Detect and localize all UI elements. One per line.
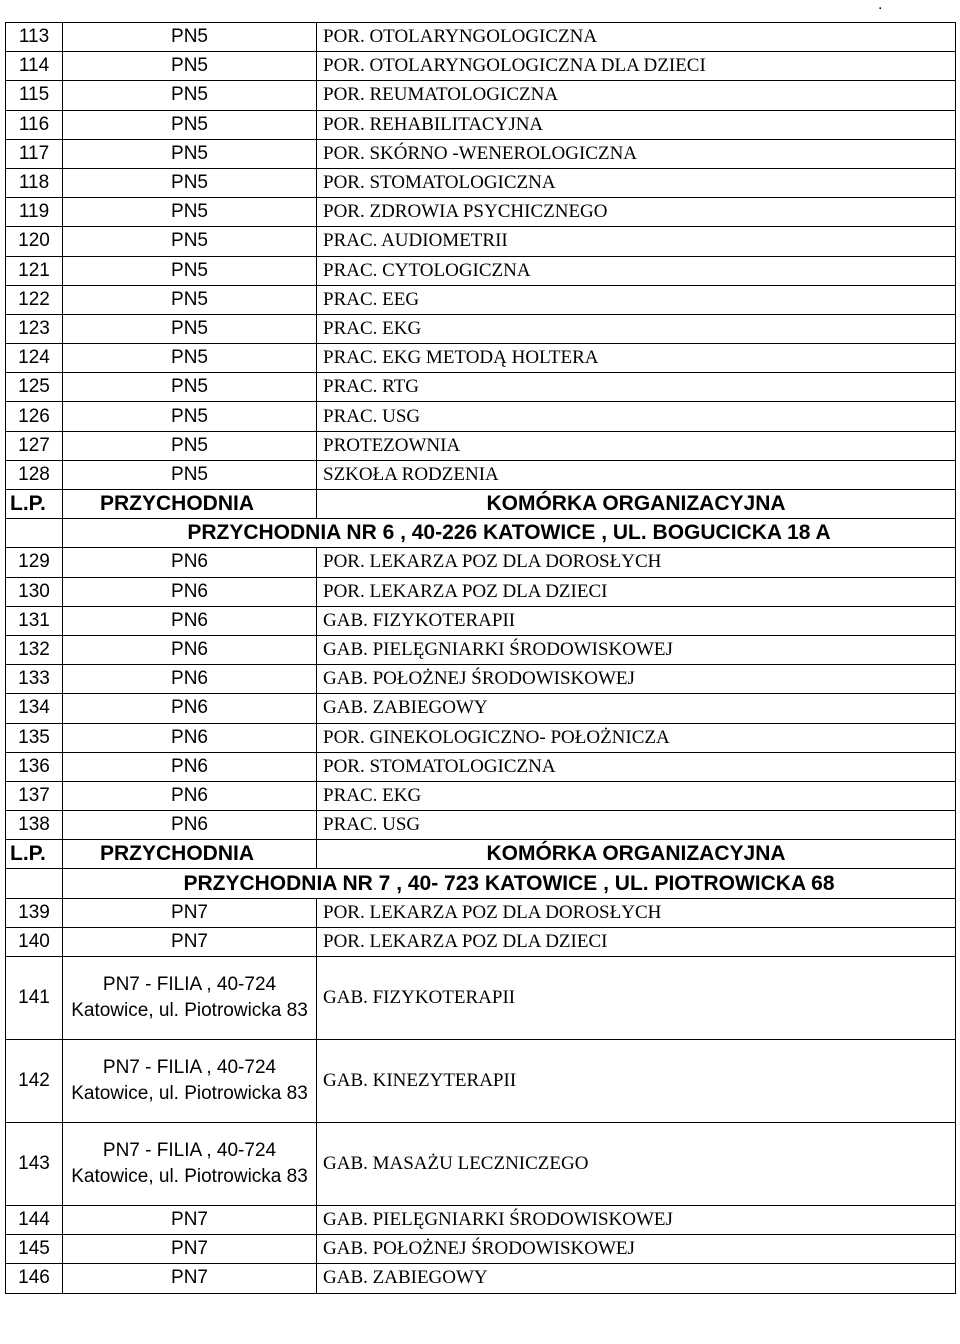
unit-name: GAB. POŁOŻNEJ ŚRODOWISKOWEJ: [317, 665, 956, 694]
row-number: 115: [6, 81, 63, 110]
table-row: [6, 139, 956, 168]
header-lp: L.P.: [6, 840, 63, 869]
row-number: 131: [6, 606, 63, 635]
unit-name: POR. LEKARZA POZ DLA DOROSŁYCH: [317, 548, 956, 577]
row-number: 114: [6, 52, 63, 81]
table-row: [6, 81, 956, 110]
clinic-code: PN5: [63, 402, 317, 431]
header-clinic: PRZYCHODNIA: [63, 840, 317, 869]
clinic-code: PN6: [63, 811, 317, 840]
clinic-code: PN6: [63, 781, 317, 810]
table-row: [6, 344, 956, 373]
clinic-code: PN6: [63, 694, 317, 723]
table-row: [6, 1264, 956, 1293]
unit-name: GAB. FIZYKOTERAPII: [317, 957, 956, 1040]
clinic-code: PN6: [63, 723, 317, 752]
table-row: [6, 781, 956, 810]
unit-name: GAB. PIELĘGNIARKI ŚRODOWISKOWEJ: [317, 635, 956, 664]
clinic-code: PN7: [63, 1264, 317, 1293]
row-number: 135: [6, 723, 63, 752]
unit-name: PRAC. EEG: [317, 285, 956, 314]
row-number: 113: [6, 23, 63, 52]
table-row: [6, 752, 956, 781]
clinic-code: PN5: [63, 460, 317, 489]
unit-name: GAB. MASAŻU LECZNICZEGO: [317, 1123, 956, 1206]
table-row: [6, 52, 956, 81]
row-number: 141: [6, 957, 63, 1040]
row-number: 127: [6, 431, 63, 460]
unit-name: PRAC. AUDIOMETRII: [317, 227, 956, 256]
unit-name: PRAC. EKG: [317, 314, 956, 343]
table-row: [6, 898, 956, 927]
unit-name: POR. ZDROWIA PSYCHICZNEGO: [317, 198, 956, 227]
section-blank-cell: [6, 519, 63, 548]
row-number: 132: [6, 635, 63, 664]
table-row: [6, 23, 956, 52]
row-number: 126: [6, 402, 63, 431]
unit-name: POR. STOMATOLOGICZNA: [317, 168, 956, 197]
table-row: [6, 927, 956, 956]
clinic-code: PN5: [63, 139, 317, 168]
unit-name: PRAC. EKG: [317, 781, 956, 810]
table-row: [6, 957, 956, 1040]
clinic-code: PN5: [63, 285, 317, 314]
unit-name: POR. LEKARZA POZ DLA DZIECI: [317, 577, 956, 606]
clinic-code: PN7 - FILIA , 40-724 Katowice, ul. Piotrowicka 83: [63, 1123, 317, 1206]
unit-name: PROTEZOWNIA: [317, 431, 956, 460]
table-row: [6, 811, 956, 840]
table-row: [6, 1206, 956, 1235]
row-number: 145: [6, 1235, 63, 1264]
table-row: [6, 665, 956, 694]
row-number: 125: [6, 373, 63, 402]
row-number: 120: [6, 227, 63, 256]
unit-name: PRAC. EKG METODĄ HOLTERA: [317, 344, 956, 373]
table-row: [6, 723, 956, 752]
header-lp: L.P.: [6, 490, 63, 519]
clinic-code: PN5: [63, 256, 317, 285]
table-row: [6, 227, 956, 256]
row-number: 134: [6, 694, 63, 723]
clinic-code: PN5: [63, 314, 317, 343]
clinic-code: PN5: [63, 52, 317, 81]
row-number: 123: [6, 314, 63, 343]
row-number: 139: [6, 898, 63, 927]
row-number: 142: [6, 1040, 63, 1123]
table-row: [6, 1123, 956, 1206]
section-title-row: [6, 869, 956, 898]
clinic-code: PN5: [63, 373, 317, 402]
table-row: [6, 402, 956, 431]
row-number: 124: [6, 344, 63, 373]
clinic-code: PN6: [63, 577, 317, 606]
row-number: 140: [6, 927, 63, 956]
clinic-code: PN6: [63, 635, 317, 664]
unit-name: PRAC. RTG: [317, 373, 956, 402]
row-number: 137: [6, 781, 63, 810]
table-row: [6, 1040, 956, 1123]
table-row: [6, 460, 956, 489]
table-row: [6, 314, 956, 343]
table-row: [6, 694, 956, 723]
row-number: 129: [6, 548, 63, 577]
clinic-code: PN7 - FILIA , 40-724 Katowice, ul. Piotrowicka 83: [63, 1040, 317, 1123]
table-row: [6, 373, 956, 402]
clinic-code: PN7: [63, 1235, 317, 1264]
unit-name: POR. OTOLARYNGOLOGICZNA DLA DZIECI: [317, 52, 956, 81]
clinic-code: PN6: [63, 665, 317, 694]
unit-name: GAB. ZABIEGOWY: [317, 694, 956, 723]
table-row: [6, 431, 956, 460]
unit-name: GAB. KINEZYTERAPII: [317, 1040, 956, 1123]
section-title-pn6: PRZYCHODNIA NR 6 , 40-226 KATOWICE , UL. BOGUCICKA 18 A: [63, 519, 956, 548]
column-header-row: [6, 490, 956, 519]
clinic-code: PN6: [63, 752, 317, 781]
clinic-code: PN6: [63, 606, 317, 635]
section-blank-cell: [6, 869, 63, 898]
row-number: 121: [6, 256, 63, 285]
clinic-code: PN5: [63, 227, 317, 256]
row-number: 146: [6, 1264, 63, 1293]
table-row: [6, 577, 956, 606]
clinic-units-table: [5, 22, 956, 1294]
clinic-code: PN7 - FILIA , 40-724 Katowice, ul. Piotrowicka 83: [63, 957, 317, 1040]
table-row: [6, 606, 956, 635]
section-title-pn7: PRZYCHODNIA NR 7 , 40- 723 KATOWICE , UL. PIOTROWICKA 68: [63, 869, 956, 898]
row-number: 130: [6, 577, 63, 606]
unit-name: PRAC. USG: [317, 402, 956, 431]
unit-name: SZKOŁA RODZENIA: [317, 460, 956, 489]
clinic-code: PN5: [63, 344, 317, 373]
unit-name: POR. STOMATOLOGICZNA: [317, 752, 956, 781]
table-row: [6, 548, 956, 577]
clinic-code: PN5: [63, 198, 317, 227]
clinic-code: PN6: [63, 548, 317, 577]
unit-name: GAB. FIZYKOTERAPII: [317, 606, 956, 635]
table-row: [6, 198, 956, 227]
table-row: [6, 285, 956, 314]
clinic-code: PN5: [63, 81, 317, 110]
table-row: [6, 635, 956, 664]
header-unit: KOMÓRKA ORGANIZACYJNA: [317, 490, 956, 519]
clinic-code: PN5: [63, 110, 317, 139]
unit-name: POR. REUMATOLOGICZNA: [317, 81, 956, 110]
row-number: 117: [6, 139, 63, 168]
unit-name: POR. REHABILITACYJNA: [317, 110, 956, 139]
unit-name: POR. LEKARZA POZ DLA DZIECI: [317, 927, 956, 956]
table-row: [6, 168, 956, 197]
clinic-code: PN5: [63, 23, 317, 52]
row-number: 119: [6, 198, 63, 227]
row-number: 133: [6, 665, 63, 694]
header-unit: KOMÓRKA ORGANIZACYJNA: [317, 840, 956, 869]
table-row: [6, 1235, 956, 1264]
row-number: 116: [6, 110, 63, 139]
unit-name: POR. GINEKOLOGICZNO- POŁOŻNICZA: [317, 723, 956, 752]
unit-name: PRAC. CYTOLOGICZNA: [317, 256, 956, 285]
clinic-code: PN7: [63, 898, 317, 927]
unit-name: GAB. POŁOŻNEJ ŚRODOWISKOWEJ: [317, 1235, 956, 1264]
clinic-code: PN7: [63, 1206, 317, 1235]
unit-name: POR. OTOLARYNGOLOGICZNA: [317, 23, 956, 52]
clinic-code: PN5: [63, 431, 317, 460]
row-number: 138: [6, 811, 63, 840]
unit-name: POR. SKÓRNO -WENEROLOGICZNA: [317, 139, 956, 168]
table-row: [6, 110, 956, 139]
unit-name: POR. LEKARZA POZ DLA DOROSŁYCH: [317, 898, 956, 927]
header-clinic: PRZYCHODNIA: [63, 490, 317, 519]
row-number: 118: [6, 168, 63, 197]
section-title-row: [6, 519, 956, 548]
unit-name: PRAC. USG: [317, 811, 956, 840]
row-number: 128: [6, 460, 63, 489]
clinic-code: PN7: [63, 927, 317, 956]
column-header-row: [6, 840, 956, 869]
row-number: 122: [6, 285, 63, 314]
row-number: 143: [6, 1123, 63, 1206]
clinic-code: PN5: [63, 168, 317, 197]
table-row: [6, 256, 956, 285]
corner-mark: .: [878, 0, 883, 13]
row-number: 144: [6, 1206, 63, 1235]
unit-name: GAB. ZABIEGOWY: [317, 1264, 956, 1293]
unit-name: GAB. PIELĘGNIARKI ŚRODOWISKOWEJ: [317, 1206, 956, 1235]
row-number: 136: [6, 752, 63, 781]
